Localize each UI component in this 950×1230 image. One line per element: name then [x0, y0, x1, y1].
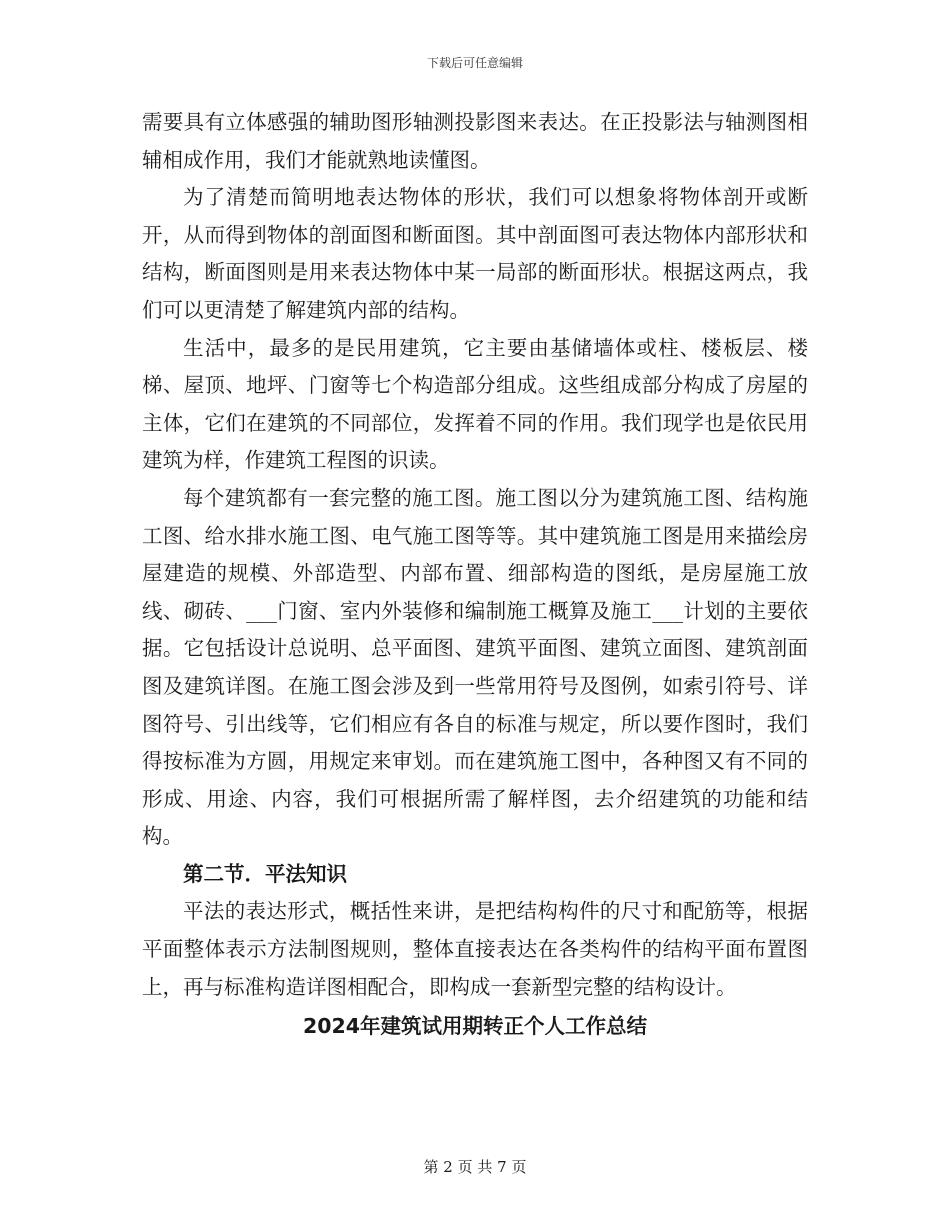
- section-heading: 第二节．平法知识: [183, 861, 347, 886]
- page-header: 下载后可任意编辑: [426, 56, 523, 70]
- paragraph-construction-drawings: 每个建筑都有一套完整的施工图。施工图以分为建筑施工图、结构施工图、给水排水施工图、电气施工图等等。其中建筑施工图是用来描绘房屋建造的规模、外部造型、内部布置、细部构造的图纸，是房屋施工放线、砌砖、___门窗、室内外装修和编制施工概算及施工___计划的主要依据。它包括设计总说明、总平面图、建筑平面图、建筑立面图、建筑剖面图及建筑详图。在施工图会涉及到一些常用符号及图例，如索引符号、详图符号、引出线等，它们相应有各自的标准与规定，所以要作图时，我们得按标准为方圆，用规定来审划。而在建筑施工图中，各种图又有不同的形成、用途、内容，我们可根据所需了解样图，去介绍建筑的功能和结构。: [142, 485, 808, 849]
- document-body: [142, 104, 808, 1046]
- page-number: 第 2 页 共 7 页: [423, 1158, 527, 1176]
- paragraph-pingfa: 平法的表达形式，概括性来讲，是把结构构件的尺寸和配筋等，根据平面整体表示方法制图规则，整体直接表达在各类构件的结构平面布置图上，再与标准构造详图相配合，即构成一套新型完整的结构设计。: [142, 899, 808, 999]
- document-title: 2024年建筑试用期转正个人工作总结: [302, 1014, 648, 1039]
- paragraph-civil-buildings: 生活中，最多的是民用建筑，它主要由基储墙体或柱、楼板层、楼梯、屋顶、地坪、门窗等七个构造部分组成。这些组成部分构成了房屋的主体，它们在建筑的不同部位，发挥着不同的作用。我们现学也是依民用建筑为样，作建筑工程图的识读。: [142, 335, 808, 473]
- paragraph-continuation: 需要具有立体感强的辅助图形轴测投影图来表达。在正投影法与轴测图相辅相成作用，我们才能就熟地读懂图。: [142, 110, 808, 172]
- paragraph-section-views: 为了清楚而简明地表达物体的形状，我们可以想象将物体剖开或断开，从而得到物体的剖面图和断面图。其中剖面图可表达物体内部形状和结构，断面图则是用来表达物体中某一局部的断面形状。根据这两点，我们可以更清楚了解建筑内部的结构。: [142, 185, 808, 322]
